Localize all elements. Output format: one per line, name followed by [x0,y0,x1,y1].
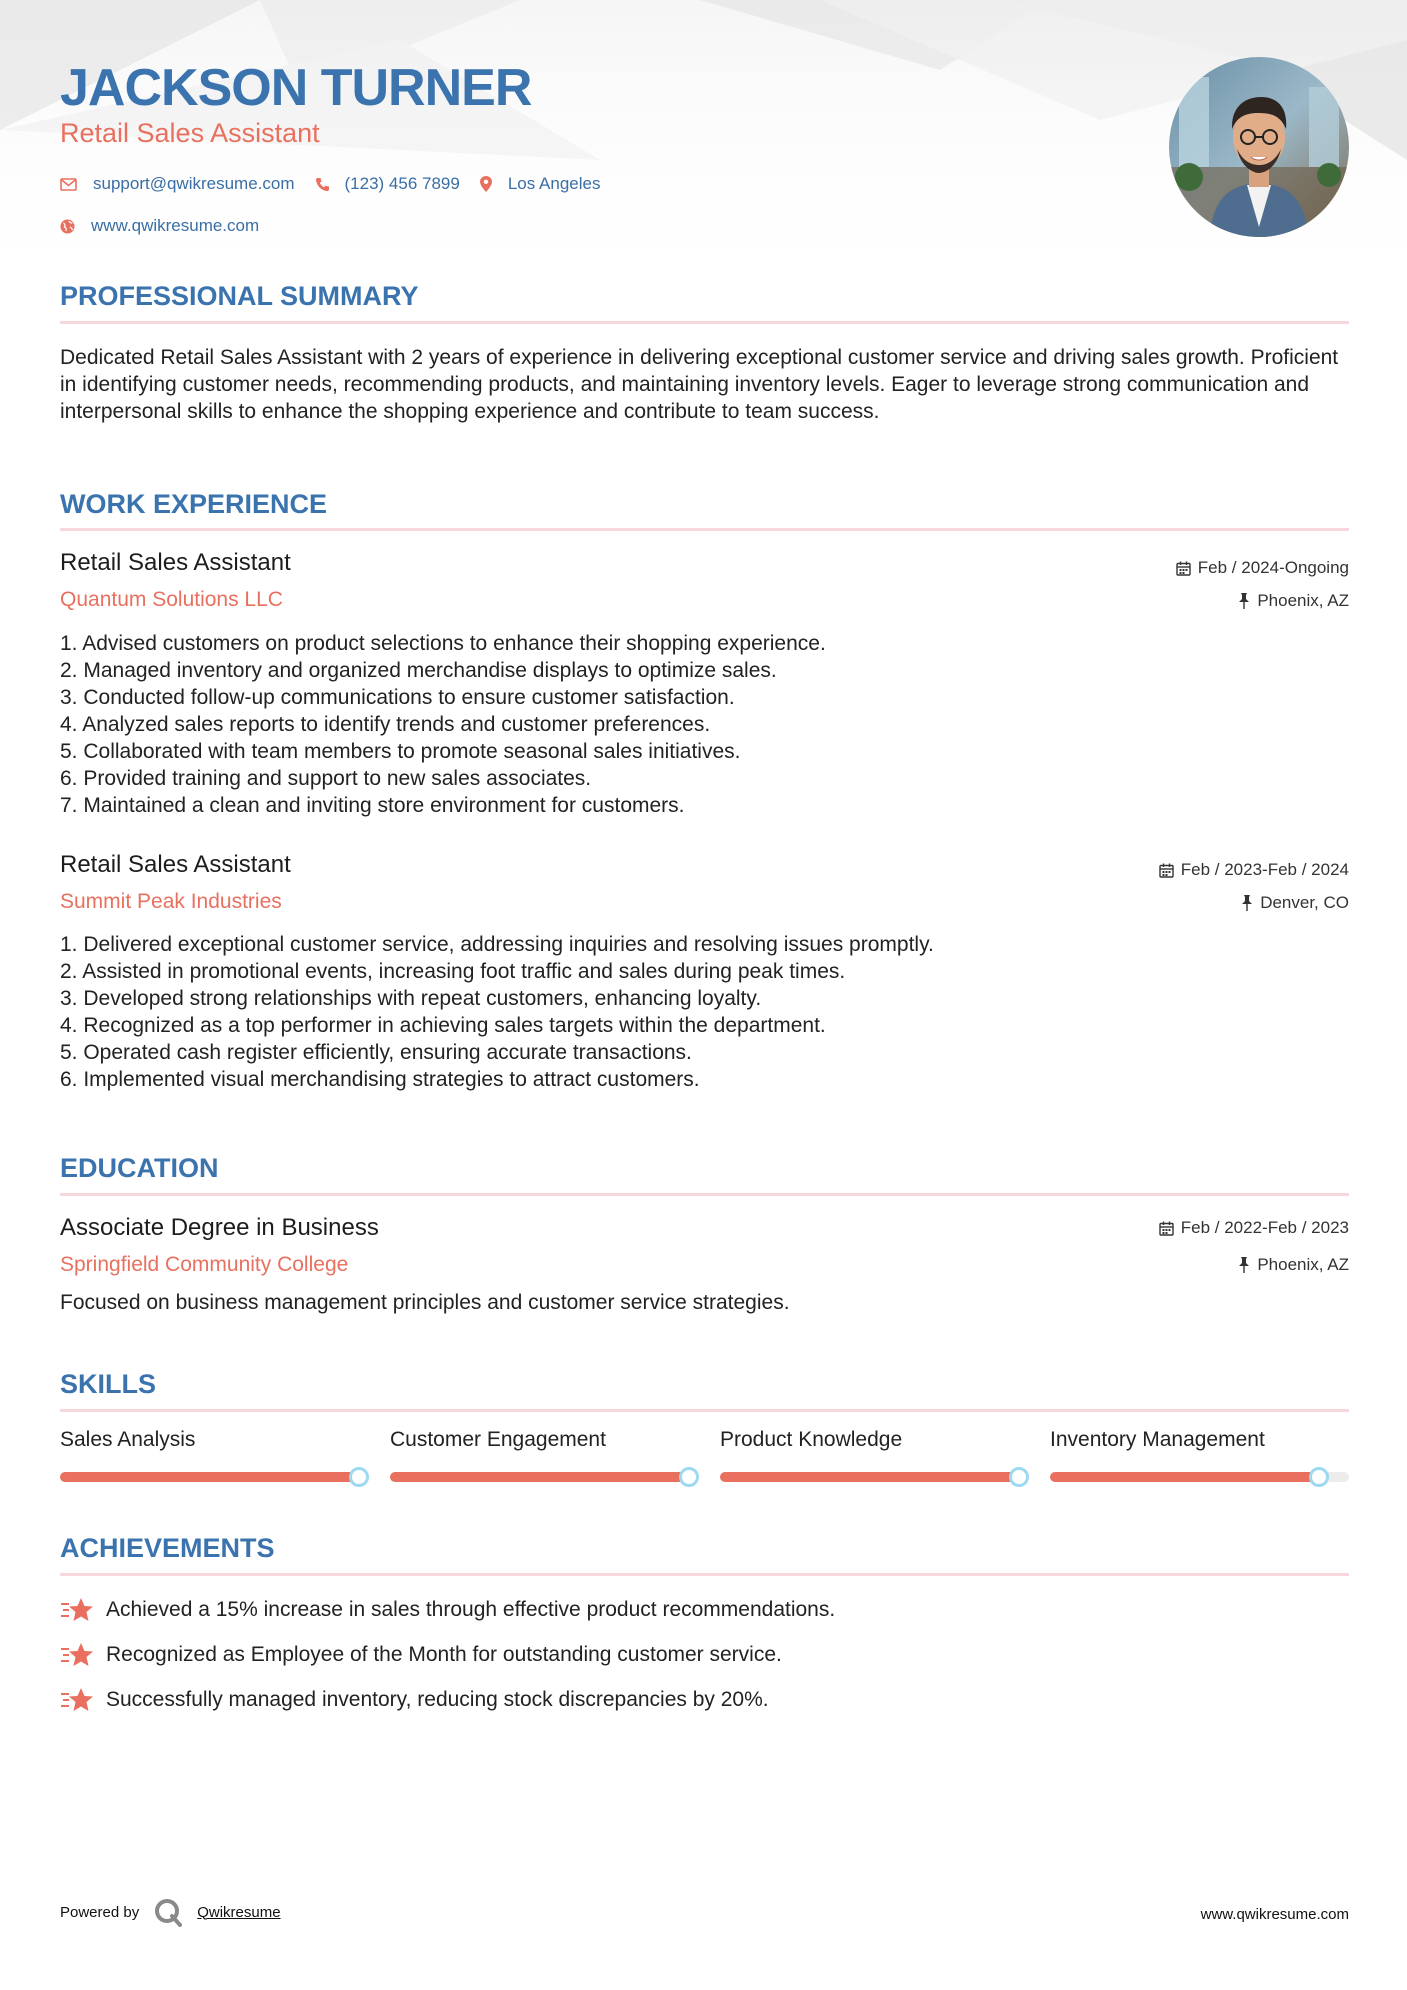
section-divider [60,1193,1349,1196]
footer-website[interactable]: www.qwikresume.com [1200,1906,1349,1923]
skill-item [1050,1428,1349,1456]
list-item: 6. Implemented visual merchandising strategies to attract customers. [60,1068,700,1091]
website-text: www.qwikresume.com [91,216,260,235]
list-item: 1. Advised customers on product selections to enhance their shopping experience. [60,632,826,655]
job-title: Retail Sales Assistant [60,549,291,576]
star-icon [60,1596,94,1624]
education-location-text: Phoenix, AZ [1257,1255,1349,1274]
list-item: 3. Developed strong relationships with repeat customers, enhancing loyalty. [60,987,762,1010]
skill-bar [60,1472,359,1482]
achievement-text: Achieved a 15% increase in sales through effective product recommendations. [106,1598,836,1621]
skill-label: Inventory Management [1050,1428,1265,1451]
list-item: 4. Recognized as a top performer in achieving sales targets within the department. [60,1014,826,1037]
summary-heading: PROFESSIONAL SUMMARY [60,281,419,311]
list-item: 4. Analyzed sales reports to identify trends and customer preferences. [60,713,711,736]
job-location [1238,591,1349,611]
globe-icon [60,219,75,234]
section-divider [60,1573,1349,1576]
contact-row-2 [60,214,620,238]
pushpin-icon [1241,895,1253,911]
skill-bar [1050,1472,1349,1482]
contact-info [60,172,620,256]
education-location [1238,1255,1349,1275]
location-text: Los Angeles [507,174,601,193]
phone-icon [315,177,329,192]
skill-bar-fill [60,1472,359,1482]
education-heading: EDUCATION [60,1153,219,1183]
experience-heading: WORK EXPERIENCE [60,489,328,519]
calendar-icon [1176,561,1191,576]
job-location-text: Phoenix, AZ [1257,591,1349,610]
candidate-name: JACKSON TURNER [60,59,532,117]
job-location [1241,893,1349,913]
achievement-text: Successfully managed inventory, reducing stock discrepancies by 20%. [106,1688,769,1711]
education-dates-text: Feb / 2022-Feb / 2023 [1180,1218,1349,1237]
skill-label: Customer Engagement [390,1428,606,1451]
qwikresume-link[interactable]: Qwikresume [197,1903,281,1921]
skill-label: Sales Analysis [60,1428,196,1451]
skill-bar-fill [390,1472,689,1482]
achievement-item [60,1680,1349,1720]
education-dates [1159,1218,1349,1238]
list-item: 6. Provided training and support to new sales associates. [60,767,592,790]
job-dates [1159,860,1349,880]
skill-item [720,1428,1019,1456]
skill-bar-fill [720,1472,1019,1482]
section-divider [60,321,1349,324]
powered-by-label: Powered by [60,1903,140,1921]
calendar-icon [1159,1221,1174,1236]
list-item: 5. Collaborated with team members to promote seasonal sales initiatives. [60,740,741,763]
skill-label: Product Knowledge [720,1428,903,1451]
skill-bar-fill [1050,1472,1319,1482]
skill-bar-knob [1009,1467,1029,1487]
skill-bar [390,1472,689,1482]
list-item: 2. Managed inventory and organized merchandise displays to optimize sales. [60,659,777,682]
profile-photo [1169,57,1349,237]
job-bullets [60,630,1349,819]
map-pin-icon [480,176,492,192]
resume-page [60,0,1349,1990]
achievement-text: Recognized as Employee of the Month for outstanding customer service. [106,1643,782,1666]
achievement-item [60,1590,1349,1630]
envelope-icon [60,178,77,191]
contact-website[interactable] [60,216,259,236]
achievements-heading: ACHIEVEMENTS [60,1533,275,1563]
calendar-icon [1159,863,1174,878]
qwikresume-logo-icon [153,1897,183,1927]
list-item: 7. Maintained a clean and inviting store environment for customers. [60,794,685,817]
contact-phone[interactable] [315,174,460,194]
list-item: 5. Operated cash register efficiently, ensuring accurate transactions. [60,1041,692,1064]
job-bullets [60,931,1349,1093]
section-divider [60,528,1349,531]
pushpin-icon [1238,1257,1250,1273]
star-icon [60,1686,94,1714]
skill-bar [720,1472,1019,1482]
pushpin-icon [1238,593,1250,609]
phone-text: (123) 456 7899 [344,174,460,193]
job-dates [1176,558,1349,578]
skill-item [390,1428,689,1456]
job-location-text: Denver, CO [1260,893,1349,912]
job-dates-text: Feb / 2023-Feb / 2024 [1180,860,1349,879]
section-divider [60,1409,1349,1412]
contact-row-1 [60,172,620,196]
skill-bar-knob [1309,1467,1329,1487]
contact-location [480,174,601,194]
achievement-item [60,1635,1349,1675]
contact-email[interactable] [60,174,295,194]
list-item: 3. Conducted follow-up communications to ensure customer satisfaction. [60,686,735,709]
job-company: Summit Peak Industries [60,890,282,913]
email-text: support@qwikresume.com [93,174,295,193]
school-name: Springfield Community College [60,1253,349,1276]
skills-heading: SKILLS [60,1369,157,1399]
list-item: 2. Assisted in promotional events, increasing foot traffic and sales during peak times. [60,960,846,983]
list-item: 1. Delivered exceptional customer service, addressing inquiries and resolving issues promptly. [60,933,934,956]
education-description: Focused on business management principles and customer service strategies. [60,1291,790,1314]
skill-bar-knob [679,1467,699,1487]
star-icon [60,1641,94,1669]
skill-bar-knob [349,1467,369,1487]
skill-item [60,1428,359,1456]
avatar [1169,57,1349,237]
summary-text: Dedicated Retail Sales Assistant with 2 years of experience in delivering exceptional customer service and driving sales growth. Proficient in identifying customer needs, recommending products, and maintaining inventory levels. Eager to leverage strong communication and interpersonal skills to enhance the shopping experience and contribute to team success. [60,346,1339,423]
candidate-role: Retail Sales Assistant [60,118,320,148]
skills-list [60,1428,1349,1488]
job-dates-text: Feb / 2024-Ongoing [1197,558,1349,577]
footer-powered-by [60,1897,281,1927]
job-title: Retail Sales Assistant [60,851,291,878]
degree-title: Associate Degree in Business [60,1214,379,1241]
job-company: Quantum Solutions LLC [60,588,283,611]
